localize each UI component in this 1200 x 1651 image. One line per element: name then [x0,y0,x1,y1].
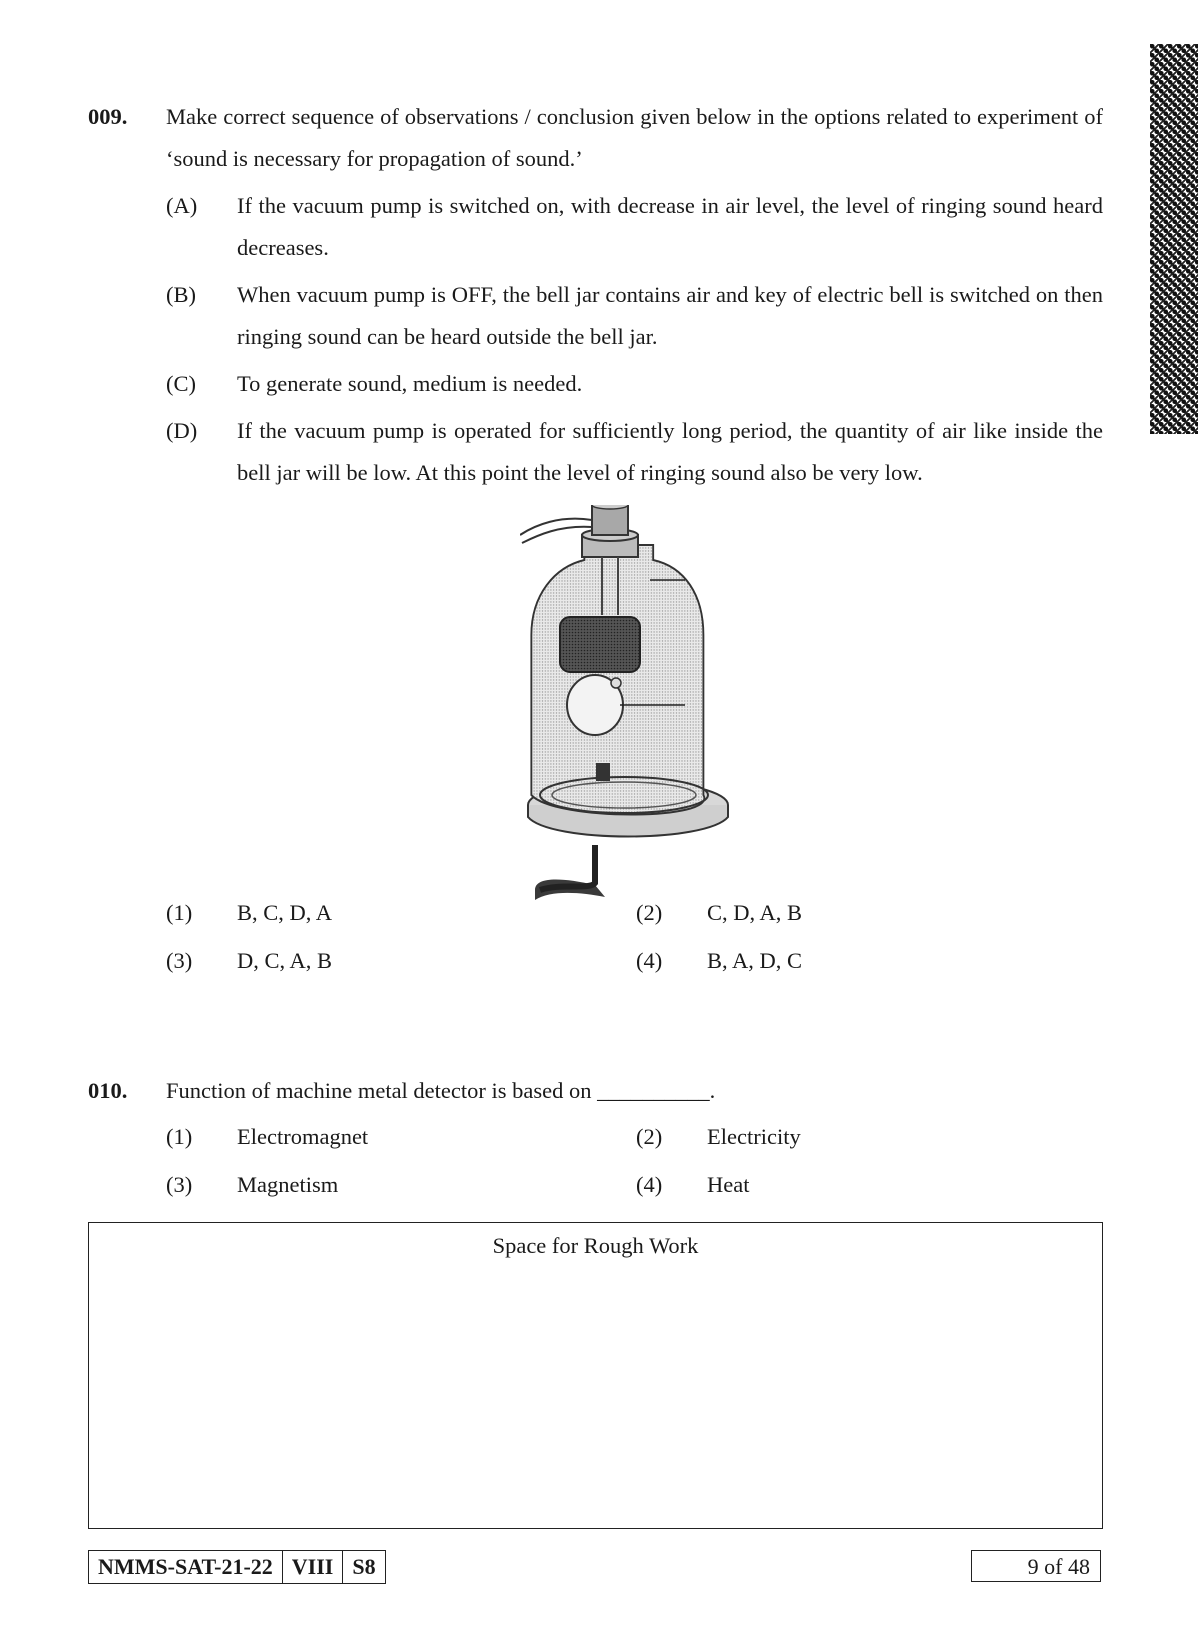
statement-a [166,185,1103,269]
statement-b [166,274,1103,358]
question-010 [88,1070,1103,1212]
option-label: (4) [636,948,663,973]
option-label: (2) [636,1124,663,1149]
paper-code-box [88,1550,386,1584]
statement-c [166,363,1103,405]
statement-d [166,410,1103,494]
option-text: Magnetism [237,1172,339,1197]
statement-label: (D) [166,418,198,443]
question-number: 010. [88,1078,128,1103]
question-number: 009. [88,104,128,129]
options-row [166,892,1103,940]
option-label: (3) [166,948,193,973]
paper-code: NMMS-SAT-21-22 [89,1551,283,1583]
statement-label: (C) [166,371,196,396]
statement-label: (A) [166,193,198,218]
bell-jar-figure [520,505,740,910]
option-label: (4) [636,1172,663,1197]
option-text: B, C, D, A [237,900,333,925]
option-label: (3) [166,1172,193,1197]
rough-work-box[interactable] [88,1222,1103,1529]
options-row [166,1164,1103,1212]
page-number: 9 of 48 [971,1550,1101,1582]
options-row [166,1116,1103,1164]
question-009 [88,96,1103,494]
question-text: Make correct sequence of observations / conclusion given below in the options related to experiment of ‘sound is necessary for propagation of sound.’ [166,104,1103,171]
series-code: S8 [352,1554,376,1579]
statement-label: (B) [166,282,196,307]
side-border-pattern [1150,44,1198,434]
statement-text: To generate sound, medium is needed. [237,371,583,396]
option-text: Electricity [707,1124,801,1149]
statement-text: If the vacuum pump is switched on, with decrease in air level, the level of ringing sound heard decreases. [237,193,1103,260]
class-code: VIII [283,1551,344,1583]
option-text: C, D, A, B [707,900,803,925]
option-text: B, A, D, C [707,948,803,973]
option-label: (1) [166,900,193,925]
option-text: Electromagnet [237,1124,369,1149]
option-text: Heat [707,1172,750,1197]
option-label: (1) [166,1124,193,1149]
statement-text: If the vacuum pump is operated for sufficiently long period, the quantity of air like inside the bell jar will be low. At this point the level of ringing sound also be very low. [237,418,1103,485]
option-label: (2) [636,900,663,925]
option-text: D, C, A, B [237,948,333,973]
statement-text: When vacuum pump is OFF, the bell jar contains air and key of electric bell is switched on then ringing sound can be heard outside the bell jar. [237,282,1103,349]
rough-work-title: Space for Rough Work [492,1233,699,1258]
question-009-options [88,892,1103,988]
question-text: Function of machine metal detector is based on __________. [166,1078,716,1103]
options-row [166,940,1103,988]
